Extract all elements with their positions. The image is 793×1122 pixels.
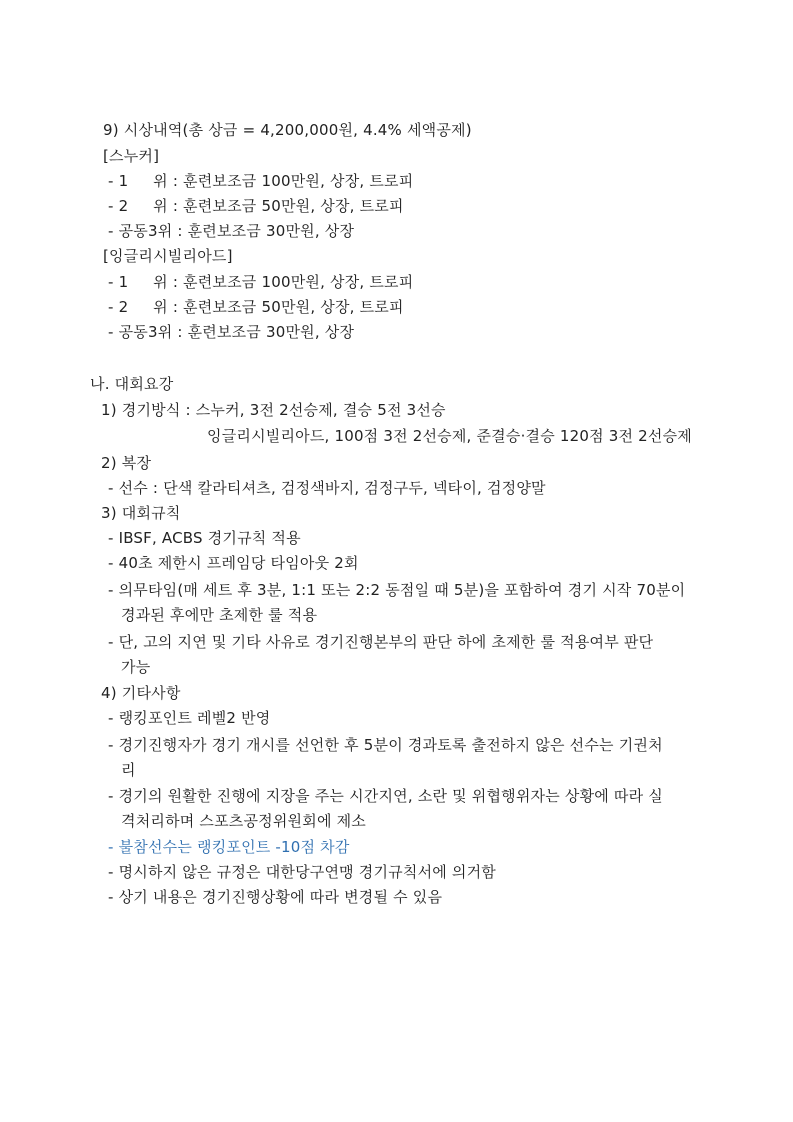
attire-item: - 선수 : 단색 칼라티셔츠, 검정색바지, 검정구두, 넥타이, 검정양말	[108, 479, 546, 497]
snooker-award-2: - 2 위 : 훈련보조금 50만원, 상장, 트로피	[108, 197, 404, 215]
outline-heading: 나. 대회요강	[90, 375, 174, 393]
snooker-award-3: - 공동3위 : 훈련보조금 30만원, 상장	[108, 222, 355, 240]
misc-item: - 명시하지 않은 규정은 대한당구연맹 경기규칙서에 의거함	[108, 863, 496, 881]
rules-heading: 3) 대회규칙	[101, 504, 181, 522]
misc-item: - 랭킹포인트 레벨2 반영	[108, 709, 271, 727]
misc-item-continuation: 리	[121, 761, 136, 779]
snooker-label: [스누커]	[103, 147, 160, 165]
english-label: [잉글리시빌리아드]	[103, 247, 233, 265]
english-award-3: - 공동3위 : 훈련보조금 30만원, 상장	[108, 323, 355, 341]
misc-item: - 상기 내용은 경기진행상황에 따라 변경될 수 있음	[108, 888, 443, 906]
misc-item-continuation: 격처리하며 스포츠공정위원회에 제소	[121, 812, 366, 830]
rule-item: - 40초 제한시 프레임당 타임아웃 2회	[108, 554, 359, 572]
rule-item: - IBSF, ACBS 경기규칙 적용	[108, 529, 301, 547]
rule-item: - 의무타임(매 세트 후 3분, 1:1 또는 2:2 동점일 때 5분)을 포함하여 경기 시작 70분이	[108, 581, 686, 599]
awards-heading: 9) 시상내역(총 상금 = 4,200,000원, 4.4% 세액공제)	[103, 121, 472, 139]
rule-item-continuation: 경과된 후에만 초제한 룰 적용	[121, 606, 318, 624]
english-award-2: - 2 위 : 훈련보조금 50만원, 상장, 트로피	[108, 298, 404, 316]
rule-item-continuation: 가능	[121, 658, 151, 676]
rule-item: - 단, 고의 지연 및 기타 사유로 경기진행본부의 판단 하에 초제한 룰 적용여부 판단	[108, 633, 654, 651]
misc-heading: 4) 기타사항	[101, 684, 181, 702]
snooker-award-1: - 1 위 : 훈련보조금 100만원, 상장, 트로피	[108, 172, 414, 190]
format-continuation: 잉글리시빌리아드, 100점 3전 2선승제, 준결승·결승 120점 3전 2선승제	[207, 427, 692, 445]
misc-item-highlighted: - 불참선수는 랭킹포인트 -10점 차감	[108, 838, 350, 856]
english-award-1: - 1 위 : 훈련보조금 100만원, 상장, 트로피	[108, 273, 414, 291]
attire-heading: 2) 복장	[101, 454, 152, 472]
misc-item: - 경기진행자가 경기 개시를 선언한 후 5분이 경과토록 출전하지 않은 선수는 기권처	[108, 736, 663, 754]
misc-item: - 경기의 원활한 진행에 지장을 주는 시간지연, 소란 및 위협행위자는 상황에 따라 실	[108, 787, 663, 805]
format-heading: 1) 경기방식 : 스누커, 3전 2선승제, 결승 5전 3선승	[101, 401, 446, 419]
